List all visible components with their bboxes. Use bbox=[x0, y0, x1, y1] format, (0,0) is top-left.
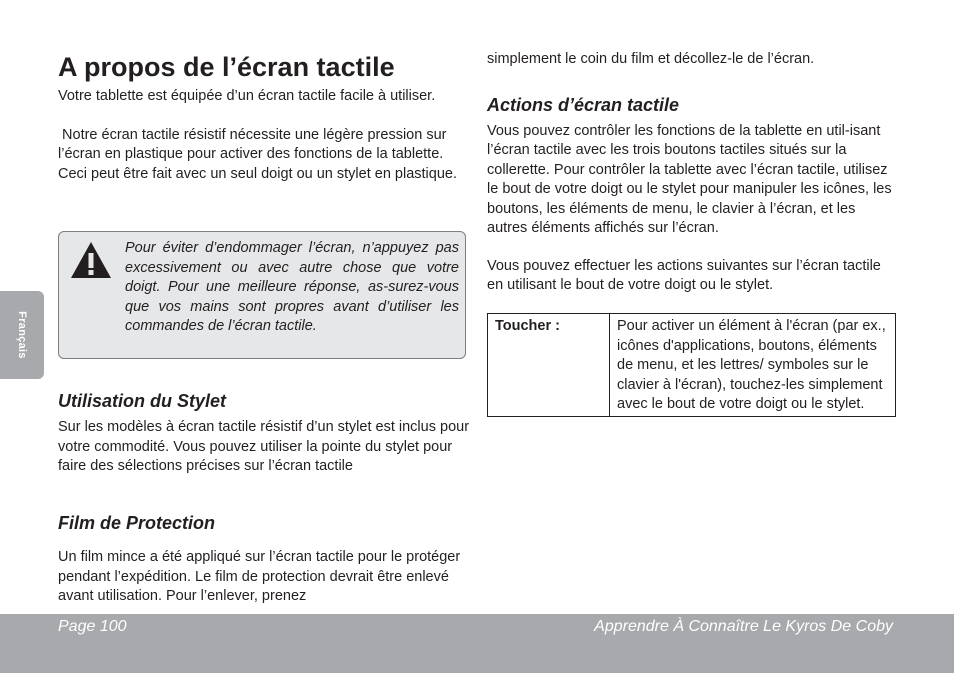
language-label: Français bbox=[16, 311, 28, 359]
footer-band bbox=[0, 614, 954, 673]
stylet-paragraph: Sur les modèles à écran tactile résistif d’un stylet est inclus pour votre commodité. Vous pouvez utiliser la pointe du stylet pour faire des sélections précises sur l’écran tactile bbox=[58, 419, 470, 474]
table-term: Toucher : bbox=[488, 314, 610, 417]
film-heading: Film de Protection bbox=[58, 513, 216, 533]
language-side-tab bbox=[0, 291, 44, 379]
table-row bbox=[488, 314, 896, 417]
actions-paragraph-2: Vous pouvez effectuer les actions suivantes sur l’écran tactile en utilisant le bout de votre doigt ou le stylet. bbox=[487, 257, 881, 293]
warning-triangle-icon bbox=[69, 240, 113, 280]
footer-title: Apprendre À Connaître Le Kyros De Coby bbox=[594, 618, 893, 635]
page-number: Page 100 bbox=[58, 618, 127, 635]
page-title: A propos de l’écran tactile bbox=[58, 52, 395, 82]
film-paragraph: Un film mince a été appliqué sur l’écran tactile pour le protéger pendant l’expédition. Le film de protection devrait être enlevé avant utilisation. Pour l’enlever, prenez bbox=[58, 549, 461, 604]
stylet-section bbox=[58, 389, 470, 477]
actions-paragraph-1: Vous pouvez contrôler les fonctions de la tablette en util-isant l’écran tactile avec les trois boutons tactiles situés sur la collerette. Pour contrôler la tablette avec l’écran tactile, utilisez le bout de votre doigt ou le stylet pour manipuler les icônes, les boutons, les éléments de menu, le clavier à l’écran, et les autres éléments affichés sur l’écran. bbox=[487, 122, 892, 236]
intro-paragraph-1: Votre tablette est équipée d’un écran tactile facile à utiliser. bbox=[58, 88, 436, 104]
intro-paragraph-2: Notre écran tactile résistif nécessite une légère pression sur l’écran en plastique pour activer des fonctions de la tablette. Ceci peut être fait avec un seul doigt ou un stylet en plastique. bbox=[58, 126, 457, 182]
right-column bbox=[487, 50, 899, 296]
left-column bbox=[58, 48, 470, 184]
warning-text: Pour éviter d’endommager l’écran, n’appuyez pas excessivement ou avec autre chose que votre doigt. Pour une meilleure réponse, as-surez-vous que vos mains sont propres avant d’utiliser les commandes de l’écran tactile. bbox=[125, 240, 459, 334]
actions-table bbox=[487, 313, 896, 417]
film-section bbox=[58, 511, 470, 607]
film-continuation: simplement le coin du film et décollez-le de l’écran. bbox=[487, 51, 815, 67]
table-description: Pour activer un élément à l'écran (par ex., icônes d'applications, boutons, éléments de menu, et les lettres/ symboles sur le clavier à l'écran), touchez-les simplement avec le bout de votre doigt ou le stylet. bbox=[610, 314, 896, 417]
stylet-heading: Utilisation du Stylet bbox=[58, 391, 227, 411]
warning-box bbox=[58, 231, 466, 359]
actions-heading: Actions d’écran tactile bbox=[487, 94, 680, 115]
